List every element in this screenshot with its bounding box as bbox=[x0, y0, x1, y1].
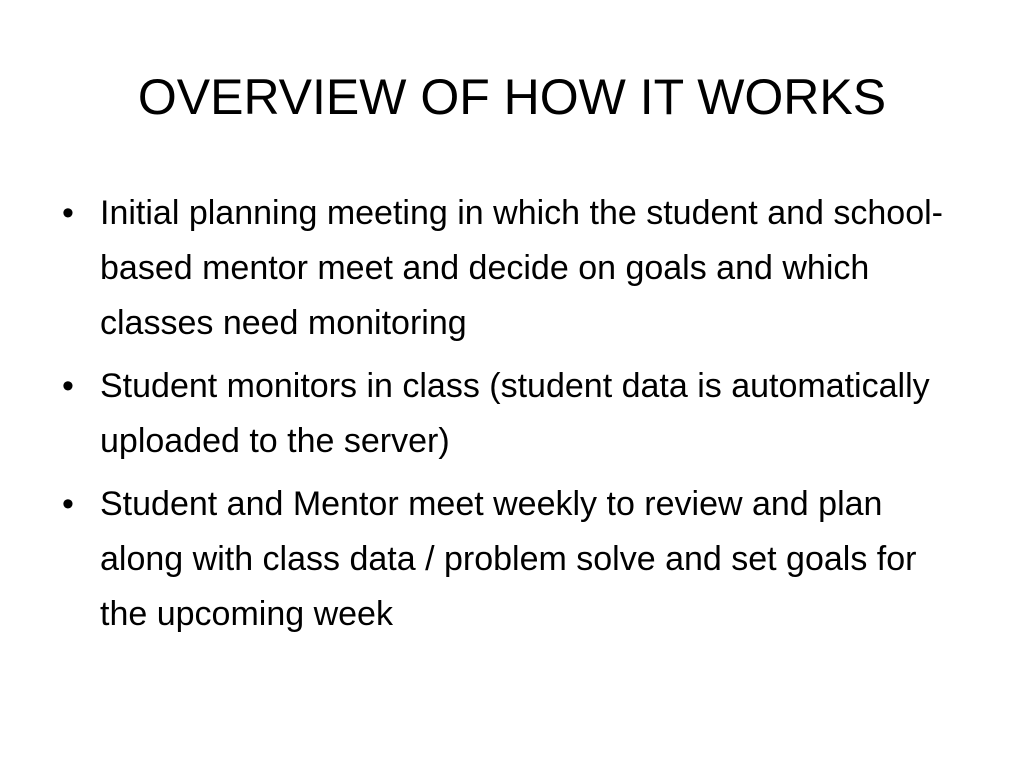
bullet-list bbox=[52, 186, 972, 650]
bullet-dot-icon: • bbox=[62, 194, 74, 232]
bullet-text: Initial planning meeting in which the student and school-based mentor meet and decide on goals and which classes need monitoring bbox=[100, 194, 943, 342]
bullet-text: Student and Mentor meet weekly to review and plan along with class data / problem solve and set goals for the upcoming week bbox=[100, 485, 917, 633]
bullet-dot-icon: • bbox=[62, 367, 74, 405]
slide-title: OVERVIEW OF HOW IT WORKS bbox=[137, 69, 887, 125]
bullet-dot-icon: • bbox=[62, 485, 74, 523]
bullet-item-weekly-meeting bbox=[52, 477, 972, 642]
bullet-item-planning-meeting bbox=[52, 186, 972, 351]
bullet-item-student-monitors bbox=[52, 359, 972, 469]
bullet-text: Student monitors in class (student data is automatically uploaded to the server) bbox=[100, 367, 930, 460]
